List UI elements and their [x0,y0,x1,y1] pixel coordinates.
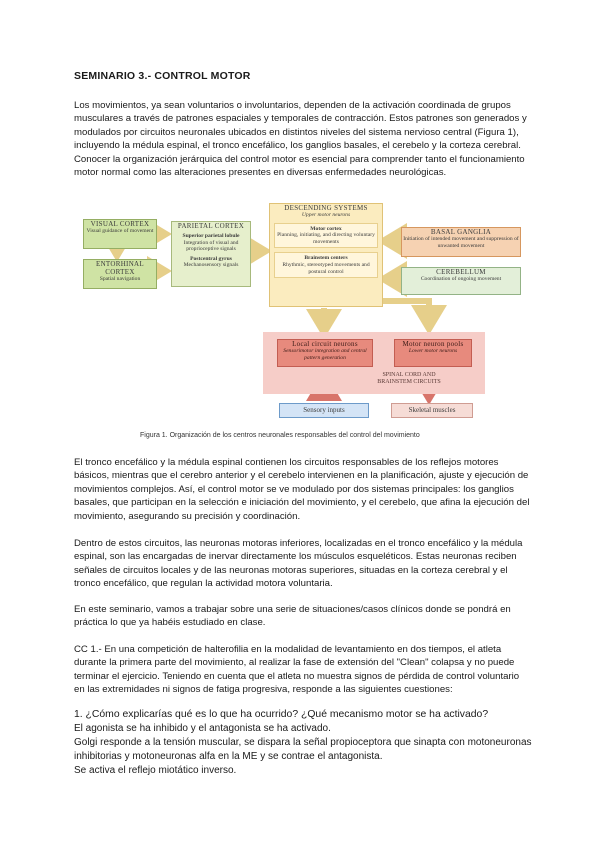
descending-title: DESCENDING SYSTEMS [284,204,368,212]
motor-cortex-title: Motor cortex [310,225,342,232]
visual-cortex-title: VISUAL CORTEX [90,220,150,228]
question-1-block [74,708,532,778]
intro-paragraph: Los movimientos, ya sean voluntarios o involuntarios, dependen de la activación coordinada de grupos musculares a través de patrones espaciales y temporales de contracción. Estos patrones son generados y modulados por circuitos neuronales ubicados en distintos niveles del sistema nervioso central (Figura 1), incluyendo la médula espinal, el tronco encefálico, los ganglios basales, el cerebelo y la corteza cerebral. Conocer la organización jerárquica del control motor es esencial para comprender tanto el funcionamiento motor normal como las alteraciones presentes en diversas enfermedades neurológicas. [74,100,527,179]
local-circuit-box [277,339,373,367]
figure-caption: Figura 1. Organización de los centros neuronales responsables del control del movimiento [140,432,420,439]
parietal-line2: Integration of visual and proprioceptive signals [183,239,239,253]
paragraph-2: El tronco encefálico y la médula espinal contienen los circuitos responsables de los reflejos motores básicos, mientras que el cerebro anterior y el cerebelo intervienen en la planificación, ajuste y ejecución de movimientos complejos. Así, el control motor se ve modulado por dos sistemas principales: los ganglios basales, que participan en la selección e iniciación del movimiento, y el cerebelo, que afina la ejecución del movimiento, asegurando su precisión y coordinación. [74,457,530,522]
motor-pools-title: Motor neuron pools [402,340,464,348]
basal-ganglia-title: BASAL GANGLIA [430,228,492,236]
spinal-cord-label: SPINAL CORD AND BRAINSTEM CIRCUITS [377,372,441,385]
skeletal-muscles-box: Skeletal muscles [391,403,473,418]
paragraph-3: Dentro de estos circuitos, las neuronas motoras inferiores, localizadas en el tronco encefálico y la médula espinal, son las encargadas de inervar directamente los músculos esqueléticos. Estas neuronas reciben señales de circuitos locales y de las neuronas motoras superiores, situadas en la corteza cerebral y el tronco encefálico, que regulan la actividad motora voluntaria. [74,538,523,590]
cerebellum-sub: Coordination of ongoing movement [420,276,502,282]
entorhinal-title: ENTORHINAL CORTEX [96,260,144,276]
figure-motor-control-diagram [79,201,527,425]
cerebellum-title: CEREBELLUM [436,268,486,276]
page-title: SEMINARIO 3.- CONTROL MOTOR [74,70,251,82]
descending-sub: Upper motor neurons [301,212,351,218]
entorhinal-cortex-box [83,259,157,289]
cerebellum-box [401,267,521,295]
question-1: 1. ¿Cómo explicarías qué es lo que ha ocurrido? ¿Qué mecanismo motor se ha activado? [74,709,489,720]
brainstem-title: Brainstem centers [304,255,348,262]
parietal-cortex-box [171,221,251,287]
answer-line-1: El agonista se ha inhibido y el antagonista se ha activado. [74,723,331,734]
visual-cortex-box [83,219,157,249]
brainstem-sub: Rhythmic, stereotyped movements and postural control [282,261,370,275]
parietal-line4: Mechanosensory signals [183,262,239,269]
basal-ganglia-sub: Initiation of intended movement and suppression of unwanted movement [403,236,519,249]
parietal-line3: Postcentral gyrus [190,255,232,262]
motor-pools-sub: Lower motor neurons [408,348,458,354]
parietal-line1: Superior parietal lobule [182,233,240,239]
motor-cortex-panel [274,223,378,249]
motor-neuron-pools-box [394,339,472,367]
motor-cortex-sub: Planning, initiating, and directing voluntary movements [277,232,375,245]
brainstem-panel [274,252,378,278]
answer-line-2: Golgi responde a la tensión muscular, se dispara la señal propioceptora que sinapta con motoneuronas inhibitorias y motoneuronas alfa en la ME y se contrae el antagonista. [74,737,532,762]
parietal-title: PARIETAL CORTEX [177,222,245,230]
answer-line-3: Se activa el reflejo miotático inverso. [74,765,237,776]
entorhinal-sub: Spatial navigation [99,276,141,282]
basal-ganglia-box [401,227,521,257]
sensory-inputs-box: Sensory inputs [279,403,369,418]
local-circuit-sub: Sensorimotor integration and central pattern generation [283,348,367,361]
local-circuit-title: Local circuit neurons [292,340,358,348]
visual-cortex-sub: Visual guidance of movement [86,228,154,234]
paragraph-4: En este seminario, vamos a trabajar sobre una serie de situaciones/casos clínicos donde se pondrá en práctica lo que ya habéis estudiado en clase. [74,604,511,629]
clinical-case-1: CC 1.- En una competición de halterofilia en la modalidad de levantamiento en dos tiempos, el atleta durante la primera parte del movimiento, al realizar la fase de extensión del "Clean" colapsa y no puede terminar el ejercicio. Teniendo en cuenta que el atleta no muestra signos de pérdida de control voluntario en las extremidades ni signos de fatiga progresiva, responde a las siguientes cuestiones: [74,644,520,696]
descending-systems-box [269,203,383,307]
